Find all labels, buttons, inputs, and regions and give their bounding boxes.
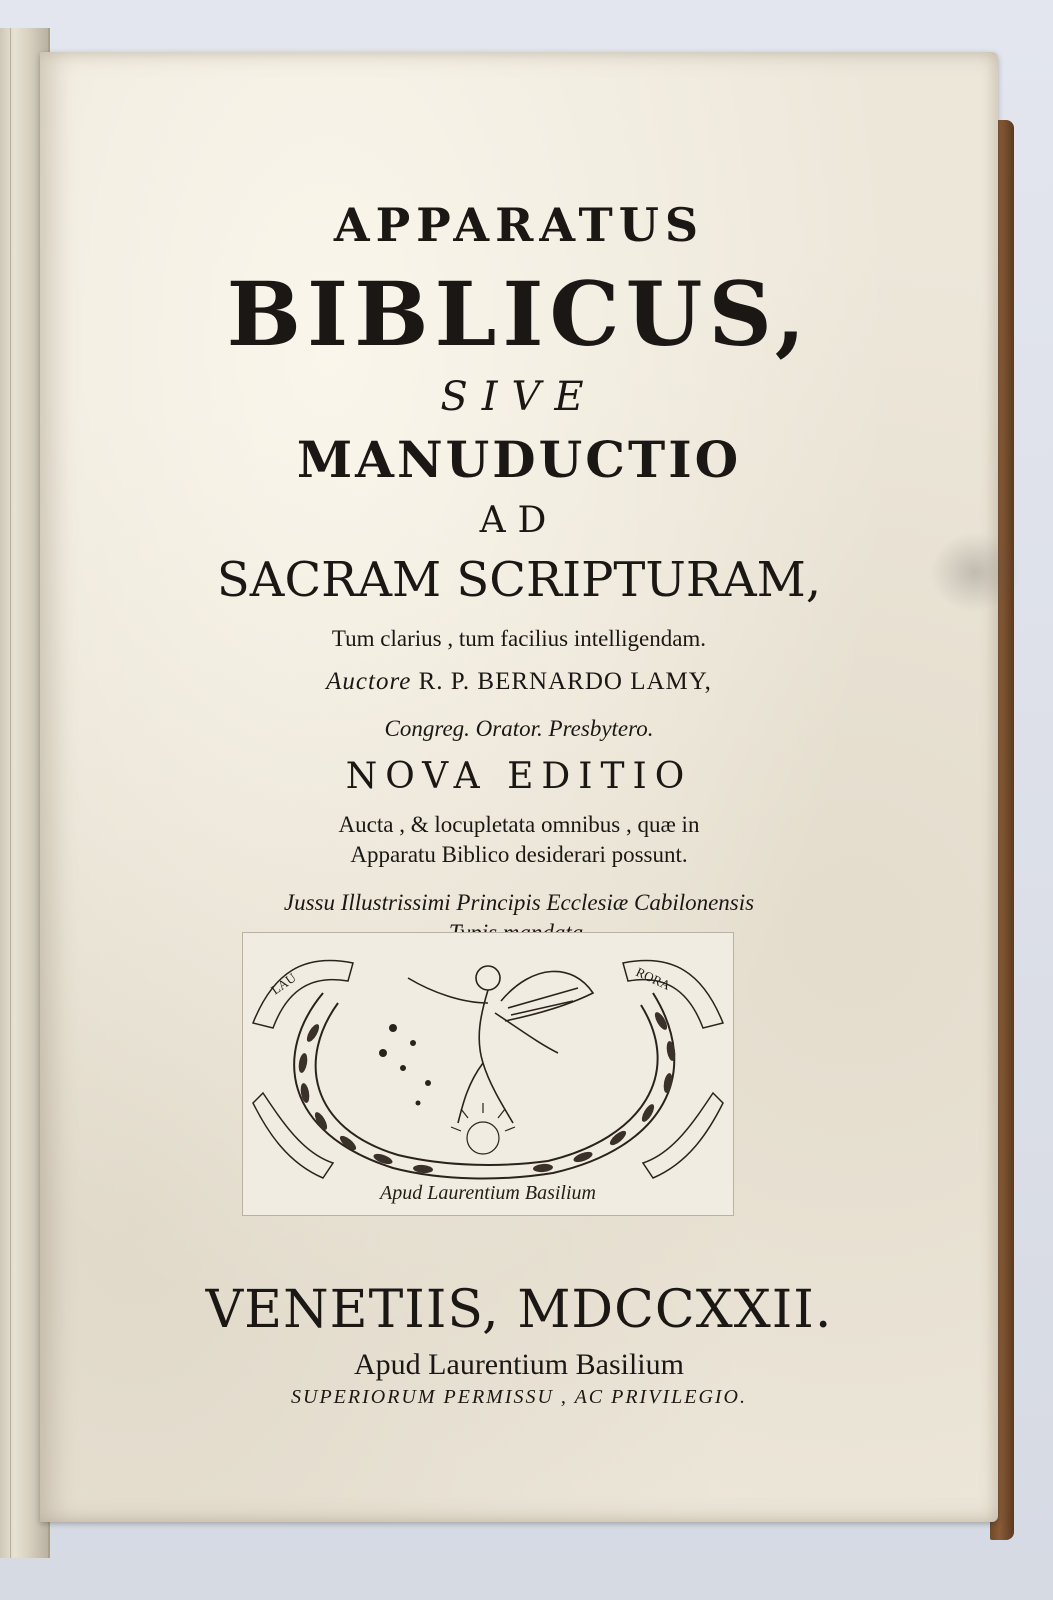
title-line-apparatus: APPARATUS	[333, 198, 705, 252]
imprint-place-year: VENETIIS, MDCCXXII.	[205, 1280, 833, 1340]
author-line	[40, 668, 998, 696]
laurel-wreath-illustration	[243, 933, 733, 1215]
title-page	[40, 52, 998, 1522]
title-line-sacram-scripturam: SACRAM SCRIPTURAM,	[216, 552, 822, 608]
subtitle: Tum clarius , tum facilius intelligendam.	[331, 626, 707, 651]
imprint-printer: Apud Laurentium Basilium	[354, 1348, 684, 1381]
edition-note-2: Apparatu Biblico desiderari possunt.	[350, 842, 688, 867]
title-line-biblicus: BIBLICUS,	[226, 262, 812, 366]
printers-device-engraving	[242, 932, 734, 1216]
author-prefix: Auctore	[326, 668, 412, 695]
imprint-permission: SUPERIORUM PERMISSU , AC PRIVILEGIO.	[291, 1386, 747, 1408]
ribbon-left-text: LAU	[268, 969, 299, 998]
ribbon-right-text: RORA	[633, 964, 673, 993]
author-role: Congreg. Orator. Presbytero.	[384, 716, 654, 741]
edition-heading: NOVA EDITIO	[345, 756, 693, 797]
author-name: R. P. BERNARDO LAMY,	[418, 668, 712, 695]
title-line-manuductio: MANUDUCTIO	[296, 430, 742, 489]
title-line-ad: AD	[479, 500, 559, 541]
mandate-line-1: Jussu Illustrissimi Principis Ecclesiæ Cabilonensis	[283, 890, 755, 915]
edition-note-1: Aucta , & locupletata omnibus , quæ in	[338, 812, 700, 837]
title-line-sive: SIVE	[440, 374, 598, 420]
device-caption: Apud Laurentium Basilium	[380, 1182, 596, 1204]
